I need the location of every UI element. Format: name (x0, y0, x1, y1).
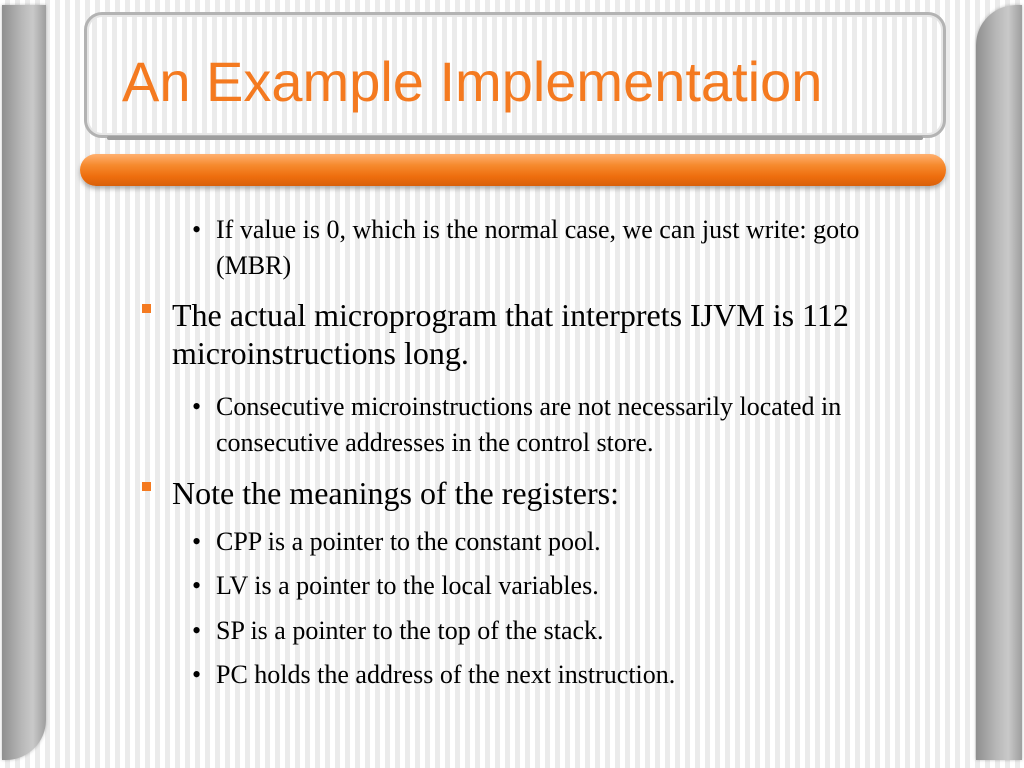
slide-title: An Example Implementation (122, 50, 823, 113)
bullet-item-6 (192, 568, 946, 604)
square-bullet-icon (142, 304, 151, 313)
bullet-text-2: The actual microprogram that interprets IJVM is 112 microinstructions long. (172, 297, 849, 371)
bullet-dot-icon: • (192, 392, 202, 421)
bullet-item-8 (192, 657, 946, 693)
bullet-dot-icon: • (192, 616, 202, 645)
bullet-dot-icon: • (192, 660, 202, 689)
bullet-text-8: PC holds the address of the next instruction. (216, 660, 676, 689)
bullet-item-3 (192, 389, 946, 461)
square-bullet-icon (142, 482, 151, 491)
bullet-item-2 (172, 296, 932, 372)
bullet-item-7 (192, 613, 946, 649)
bullet-text-3: Consecutive microinstructions are not necessarily located in consecutive addresses in the control store. (216, 392, 842, 457)
bullet-text-1: If value is 0, which is the normal case, we can just write: goto (MBR) (216, 215, 860, 280)
bullet-item-5 (192, 524, 946, 560)
bullet-item-1 (192, 212, 916, 284)
bullet-item-4 (172, 474, 932, 512)
bullet-dot-icon: • (192, 571, 202, 600)
bullet-dot-icon: • (192, 215, 202, 244)
bullet-dot-icon: • (192, 527, 202, 556)
bullet-text-7: SP is a pointer to the top of the stack. (216, 616, 604, 645)
bullet-text-4: Note the meanings of the registers: (172, 475, 619, 511)
bullet-text-5: CPP is a pointer to the constant pool. (216, 527, 601, 556)
bullet-text-6: LV is a pointer to the local variables. (216, 571, 599, 600)
